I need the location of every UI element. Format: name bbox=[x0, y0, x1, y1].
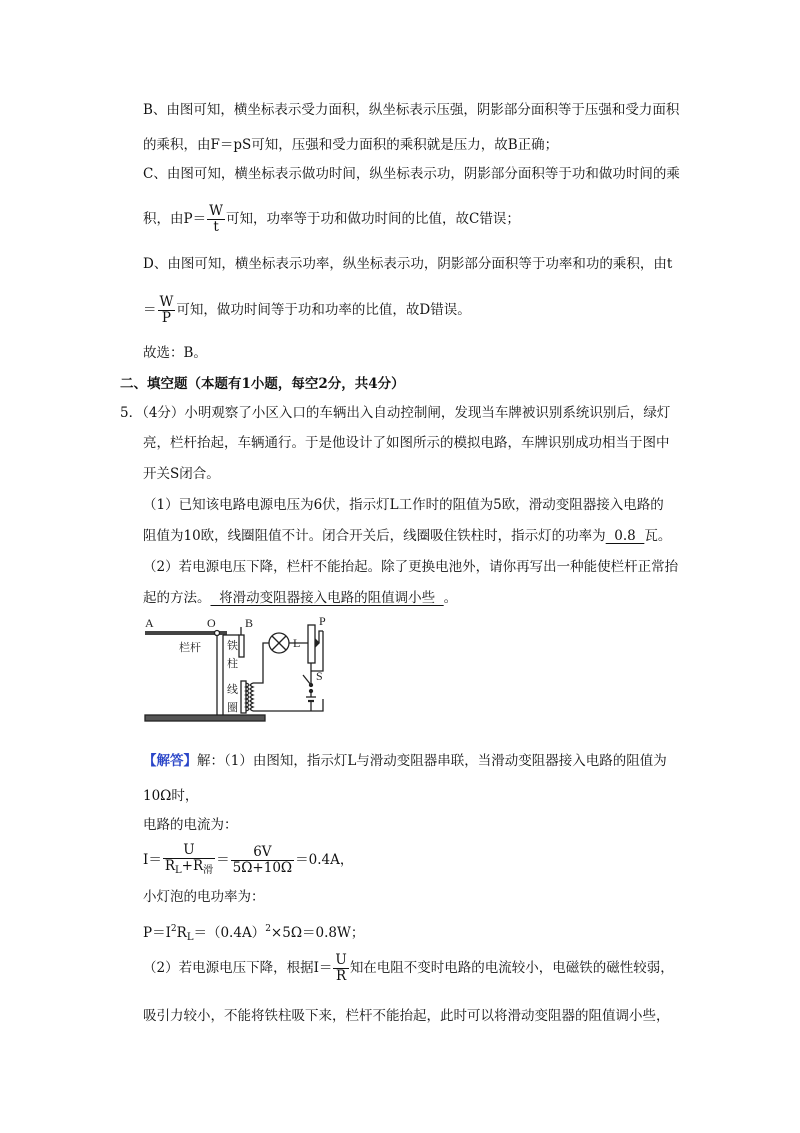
q5-stem-line1: 5．（4分）小明观察了小区入口的车辆出入自动控制闸，发现当车牌被识别系统识别后，绿灯 bbox=[120, 405, 671, 421]
answer-blank-2: 将滑动变阻器接入电路的阻值调小些 bbox=[210, 590, 444, 606]
analysis-d-line1: D、由图可知，横坐标表示功率，纵坐标表示功，阴影部分面积等于功率和功的乘积，由t bbox=[143, 256, 673, 272]
solution-line5: 小灯泡的电功率为： bbox=[143, 889, 265, 905]
q5-stem-line3: 开关S闭合。 bbox=[143, 466, 220, 482]
fraction-numerator: U bbox=[163, 843, 215, 859]
q5-part2-line2-pre: 起的方法。 bbox=[143, 590, 211, 606]
analysis-c-line2-post: 可知，功率等于功和做功时间的比值，故C错误； bbox=[225, 211, 520, 227]
label-coil-2: 圈 bbox=[227, 702, 238, 714]
label-core-2: 柱 bbox=[227, 658, 238, 670]
eq2-d: ×5Ω＝0.8W； bbox=[270, 925, 365, 941]
label-p: P bbox=[319, 614, 326, 628]
q5-part1-line2 bbox=[143, 527, 671, 545]
coil bbox=[241, 681, 253, 713]
den-plus-r: +R bbox=[181, 858, 204, 874]
solution-line1-rest: 解：（1）由图知，指示灯L与滑动变阻器串联，当滑动变阻器接入电路的阻值为 bbox=[197, 753, 667, 769]
eq2-sup: 2 bbox=[170, 924, 177, 934]
answer-blank-1: 0.8 bbox=[605, 528, 645, 544]
q5-part2-line1: （2）若电源电压下降，栏杆不能抬起。除了更换电池外，请你再写出一种能使栏杆正常抬 bbox=[143, 559, 679, 575]
solution-p2-pre: （2）若电源电压下降，根据I＝ bbox=[143, 960, 333, 976]
eq2-c: ＝（0.4A） bbox=[193, 925, 266, 941]
den-r: R bbox=[164, 858, 176, 874]
power-equation bbox=[143, 920, 364, 947]
eq1-pre: I＝ bbox=[143, 852, 162, 868]
eq2-a: P＝I bbox=[143, 925, 171, 941]
circuit-diagram bbox=[143, 613, 343, 725]
solution-last-line: 吸引力较小，不能将铁柱吸下来，栏杆不能抬起，此时可以将滑动变阻器的阻值调小些， bbox=[143, 1008, 670, 1024]
value-fraction bbox=[231, 845, 294, 876]
label-rod: 栏杆 bbox=[179, 642, 201, 654]
eq2-b: R bbox=[176, 925, 187, 941]
analysis-d-line2 bbox=[143, 293, 471, 327]
solution-line2: 10Ω时， bbox=[143, 788, 199, 804]
lamp-icon bbox=[269, 633, 289, 653]
den-plus-r-sub: 滑 bbox=[203, 865, 214, 876]
ohm-fraction bbox=[163, 843, 215, 878]
battery-icon bbox=[306, 697, 316, 711]
q5-stem-line2: 亮，栏杆抬起，车辆通行。于是他设计了如图所示的模拟电路，车牌识别成功相当于图中 bbox=[143, 435, 670, 451]
q5-part2-line2-post: 。 bbox=[443, 590, 458, 606]
fraction-denominator: R bbox=[336, 968, 347, 984]
choice-line: 故选：B。 bbox=[143, 345, 207, 361]
analysis-d-line2-post: 可知，做功时间等于功和功率的比值，故D错误。 bbox=[176, 302, 471, 318]
q5-part1-line2-post: 瓦。 bbox=[644, 528, 672, 544]
rheostat-icon bbox=[308, 625, 323, 673]
time-fraction bbox=[158, 295, 176, 326]
fraction-denominator: P bbox=[161, 310, 171, 326]
q5-part1-line1: （1）已知该电路电源电压为6伏，指示灯L工作时的阻值为5欧，滑动变阻器接入电路的 bbox=[143, 497, 664, 513]
label-s: S bbox=[316, 669, 323, 683]
power-fraction bbox=[207, 204, 225, 235]
analysis-b-line1: B、由图可知，横坐标表示受力面积，纵坐标表示压强，阴影部分面积等于压强和受力面积 bbox=[143, 102, 680, 118]
analysis-b-line2: 的乘积，由F＝pS可知，压强和受力面积的乘积就是压力，故B正确； bbox=[143, 137, 559, 153]
current-fraction bbox=[333, 953, 348, 984]
analysis-c-line1: C、由图可知，横坐标表示做功时间，纵坐标表示功，阴影部分面积等于功和做功时间的乘 bbox=[143, 166, 680, 182]
iron-core bbox=[239, 627, 244, 657]
label-o: O bbox=[207, 616, 216, 630]
label-a: A bbox=[145, 616, 154, 630]
fraction-denominator: 5Ω+10Ω bbox=[232, 860, 293, 876]
fraction-numerator: W bbox=[209, 203, 223, 219]
analysis-c-line2-pre: 积，由P＝ bbox=[143, 211, 207, 227]
label-l: L bbox=[293, 636, 301, 650]
fraction-denominator: t bbox=[213, 219, 219, 235]
q5-part2-line2 bbox=[143, 589, 457, 607]
section-title: 二、填空题（本题有1小题，每空2分，共4分） bbox=[120, 376, 405, 392]
analysis-d-line2-pre: ＝ bbox=[143, 302, 157, 318]
den-r-sub: L bbox=[175, 865, 182, 876]
eq1-mid: ＝ bbox=[216, 852, 230, 868]
current-equation bbox=[143, 842, 353, 878]
fraction-numerator: U bbox=[335, 952, 347, 968]
solution-line3: 电路的电流为： bbox=[143, 817, 238, 833]
solution-part2-line1 bbox=[143, 950, 674, 986]
fraction-denominator bbox=[163, 859, 215, 878]
fraction-numerator: 6V bbox=[231, 845, 294, 861]
solution-p2-post: 知在电阻不变时电路的电流较小，电磁铁的磁性较弱， bbox=[349, 960, 674, 976]
solution-tag: 【解答】 bbox=[143, 753, 197, 769]
eq1-post: ＝0.4A， bbox=[295, 852, 354, 868]
solution-line1 bbox=[143, 752, 667, 770]
q5-part1-line2-pre: 阻值为10欧，线圈阻值不计。闭合开关后，线圈吸住铁柱时，指示灯的功率为 bbox=[143, 528, 606, 544]
base-plate bbox=[145, 715, 265, 721]
label-b: B bbox=[245, 616, 254, 630]
label-coil-1: 线 bbox=[227, 684, 238, 696]
eq2-sup2: 2 bbox=[265, 924, 271, 934]
label-core-1: 铁 bbox=[227, 640, 238, 652]
fraction-numerator: W bbox=[159, 294, 174, 310]
analysis-c-line2 bbox=[143, 202, 520, 236]
eq2-sub: L bbox=[186, 932, 194, 943]
